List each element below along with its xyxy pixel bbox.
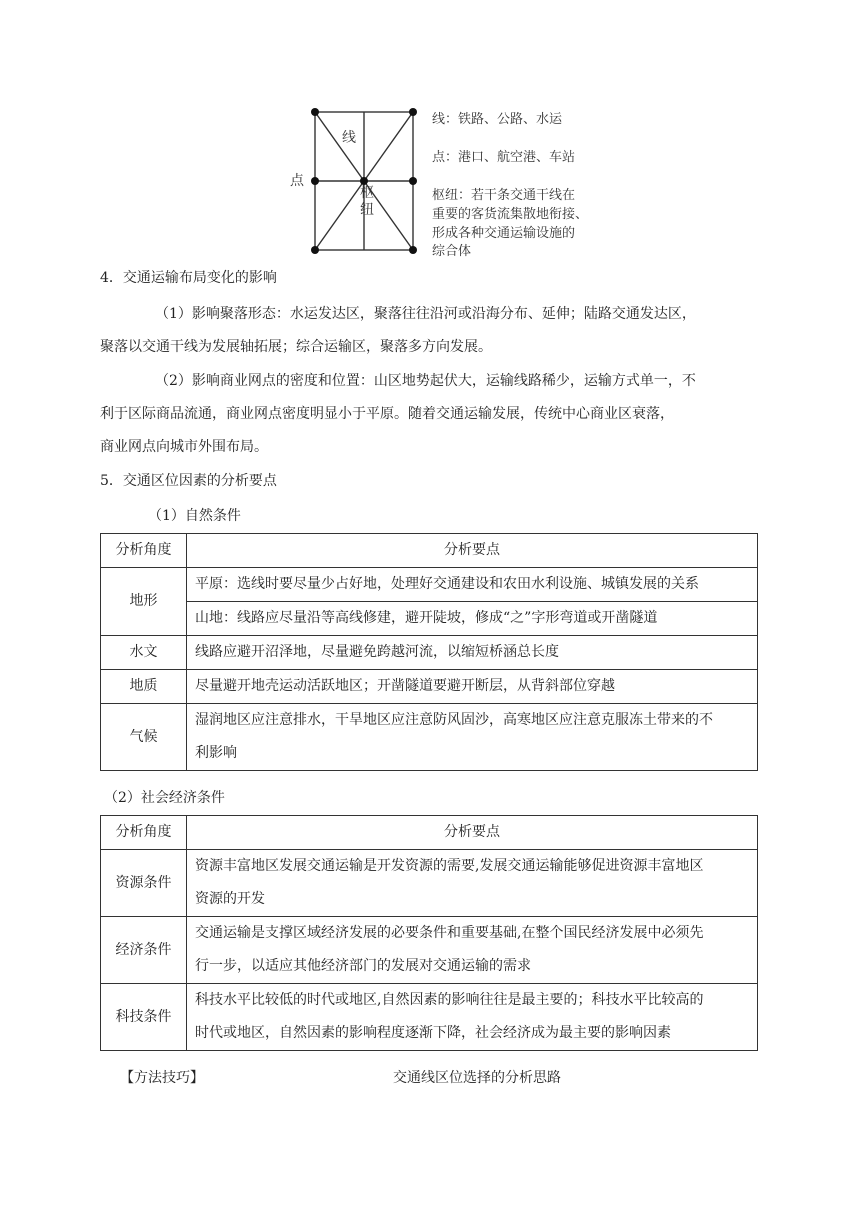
table-header-row	[101, 534, 758, 568]
table-row	[101, 917, 758, 984]
technology-line-1: 科技水平比较低的时代或地区,自然因素的影响往往是最主要的；科技水平比较高的	[195, 992, 704, 1008]
economy-text	[187, 917, 758, 984]
network-grid-svg	[295, 100, 425, 260]
table-row	[101, 850, 758, 917]
method-tips-label: 【方法技巧】	[120, 1070, 204, 1086]
terrain-plain-text: 平原：选线时要尽量少占好地，处理好交通建设和农田水利设施、城镇发展的关系	[187, 568, 758, 602]
hub-label-2: 纽	[360, 202, 374, 218]
social-conditions-subheading: （2）社会经济条件	[104, 790, 225, 806]
node-point	[311, 108, 319, 116]
natural-conditions-subheading: （1）自然条件	[148, 508, 241, 524]
row-label-geology: 地质	[101, 670, 187, 704]
resources-line-1: 资源丰富地区发展交通运输是开发资源的需要,发展交通运输能够促进资源丰富地区	[195, 858, 704, 874]
technology-line-2: 时代或地区，自然因素的影响程度逐渐下降，社会经济成为最主要的影响因素	[195, 1025, 671, 1041]
legend-hub-2: 重要的客货流集散地衔接、	[432, 207, 589, 222]
header-points: 分析要点	[187, 534, 758, 568]
sec4-para1-line2: 聚落以交通干线为发展轴拓展；综合运输区，聚落多方向发展。	[100, 339, 492, 355]
geology-text: 尽量避开地壳运动活跃地区；开凿隧道要避开断层，从背斜部位穿越	[187, 670, 758, 704]
legend-line: 线：铁路、公路、水运	[432, 112, 563, 127]
legend-hub-1: 枢纽：若干条交通干线在	[432, 188, 576, 203]
economy-line-2: 行一步，以适应其他经济部门的发展对交通运输的需求	[195, 958, 531, 974]
row-label-resources: 资源条件	[101, 850, 187, 917]
sec4-para2-line3: 商业网点向城市外围布局。	[100, 439, 268, 455]
header-angle: 分析角度	[101, 816, 187, 850]
node-point	[409, 177, 417, 185]
technology-text	[187, 984, 758, 1051]
header-angle: 分析角度	[101, 534, 187, 568]
climate-line-1: 湿润地区应注意排水，干旱地区应注意防风固沙，高寒地区应注意克服冻土带来的不	[195, 712, 713, 728]
method-tips-title: 交通线区位选择的分析思路	[393, 1070, 561, 1086]
table-row	[101, 704, 758, 771]
resources-line-2: 资源的开发	[195, 891, 265, 907]
legend-hub-3: 形成各种交通运输设施的	[432, 226, 576, 241]
table-row	[101, 568, 758, 602]
row-label-technology: 科技条件	[101, 984, 187, 1051]
sec4-para2-line1: （2）影响商业网点的密度和位置：山区地势起伏大，运输线路稀少，运输方式单一，不	[155, 373, 696, 389]
social-conditions-table	[100, 815, 758, 1051]
table-row	[101, 984, 758, 1051]
node-point	[311, 246, 319, 254]
section-5-heading: 5．交通区位因素的分析要点	[100, 473, 277, 489]
economy-line-1: 交通运输是支撑区域经济发展的必要条件和重要基础,在整个国民经济发展中必须先	[195, 925, 704, 941]
point-label: 点	[290, 173, 304, 189]
natural-conditions-table	[100, 533, 758, 771]
node-point	[409, 108, 417, 116]
line-label: 线	[342, 130, 356, 146]
row-label-economy: 经济条件	[101, 917, 187, 984]
section-4-heading: 4．交通运输布局变化的影响	[100, 270, 277, 286]
node-point	[311, 177, 319, 185]
table-header-row	[101, 816, 758, 850]
row-label-hydrology: 水文	[101, 636, 187, 670]
climate-text	[187, 704, 758, 771]
sec4-para2-line2: 利于区际商品流通，商业网点密度明显小于平原。随着交通运输发展，传统中心商业区衰落，	[100, 406, 674, 422]
row-label-climate: 气候	[101, 704, 187, 771]
header-points: 分析要点	[187, 816, 758, 850]
row-label-terrain: 地形	[101, 568, 187, 636]
table-row	[101, 636, 758, 670]
legend-hub-4: 综合体	[432, 244, 472, 259]
terrain-mountain-text: 山地：线路应尽量沿等高线修建，避开陡坡，修成“之”字形弯道或开凿隧道	[187, 602, 758, 636]
node-point	[409, 246, 417, 254]
hydrology-text: 线路应避开沼泽地，尽量避免跨越河流，以缩短桥涵总长度	[187, 636, 758, 670]
table-row	[101, 602, 758, 636]
hub-label-1: 枢	[360, 185, 374, 201]
sec4-para1-line1: （1）影响聚落形态：水运发达区，聚落往往沿河或沿海分布、延伸；陆路交通发达区，	[155, 306, 696, 322]
table-row	[101, 670, 758, 704]
resources-text	[187, 850, 758, 917]
legend-point: 点：港口、航空港、车站	[432, 150, 576, 165]
climate-line-2: 利影响	[195, 745, 237, 761]
